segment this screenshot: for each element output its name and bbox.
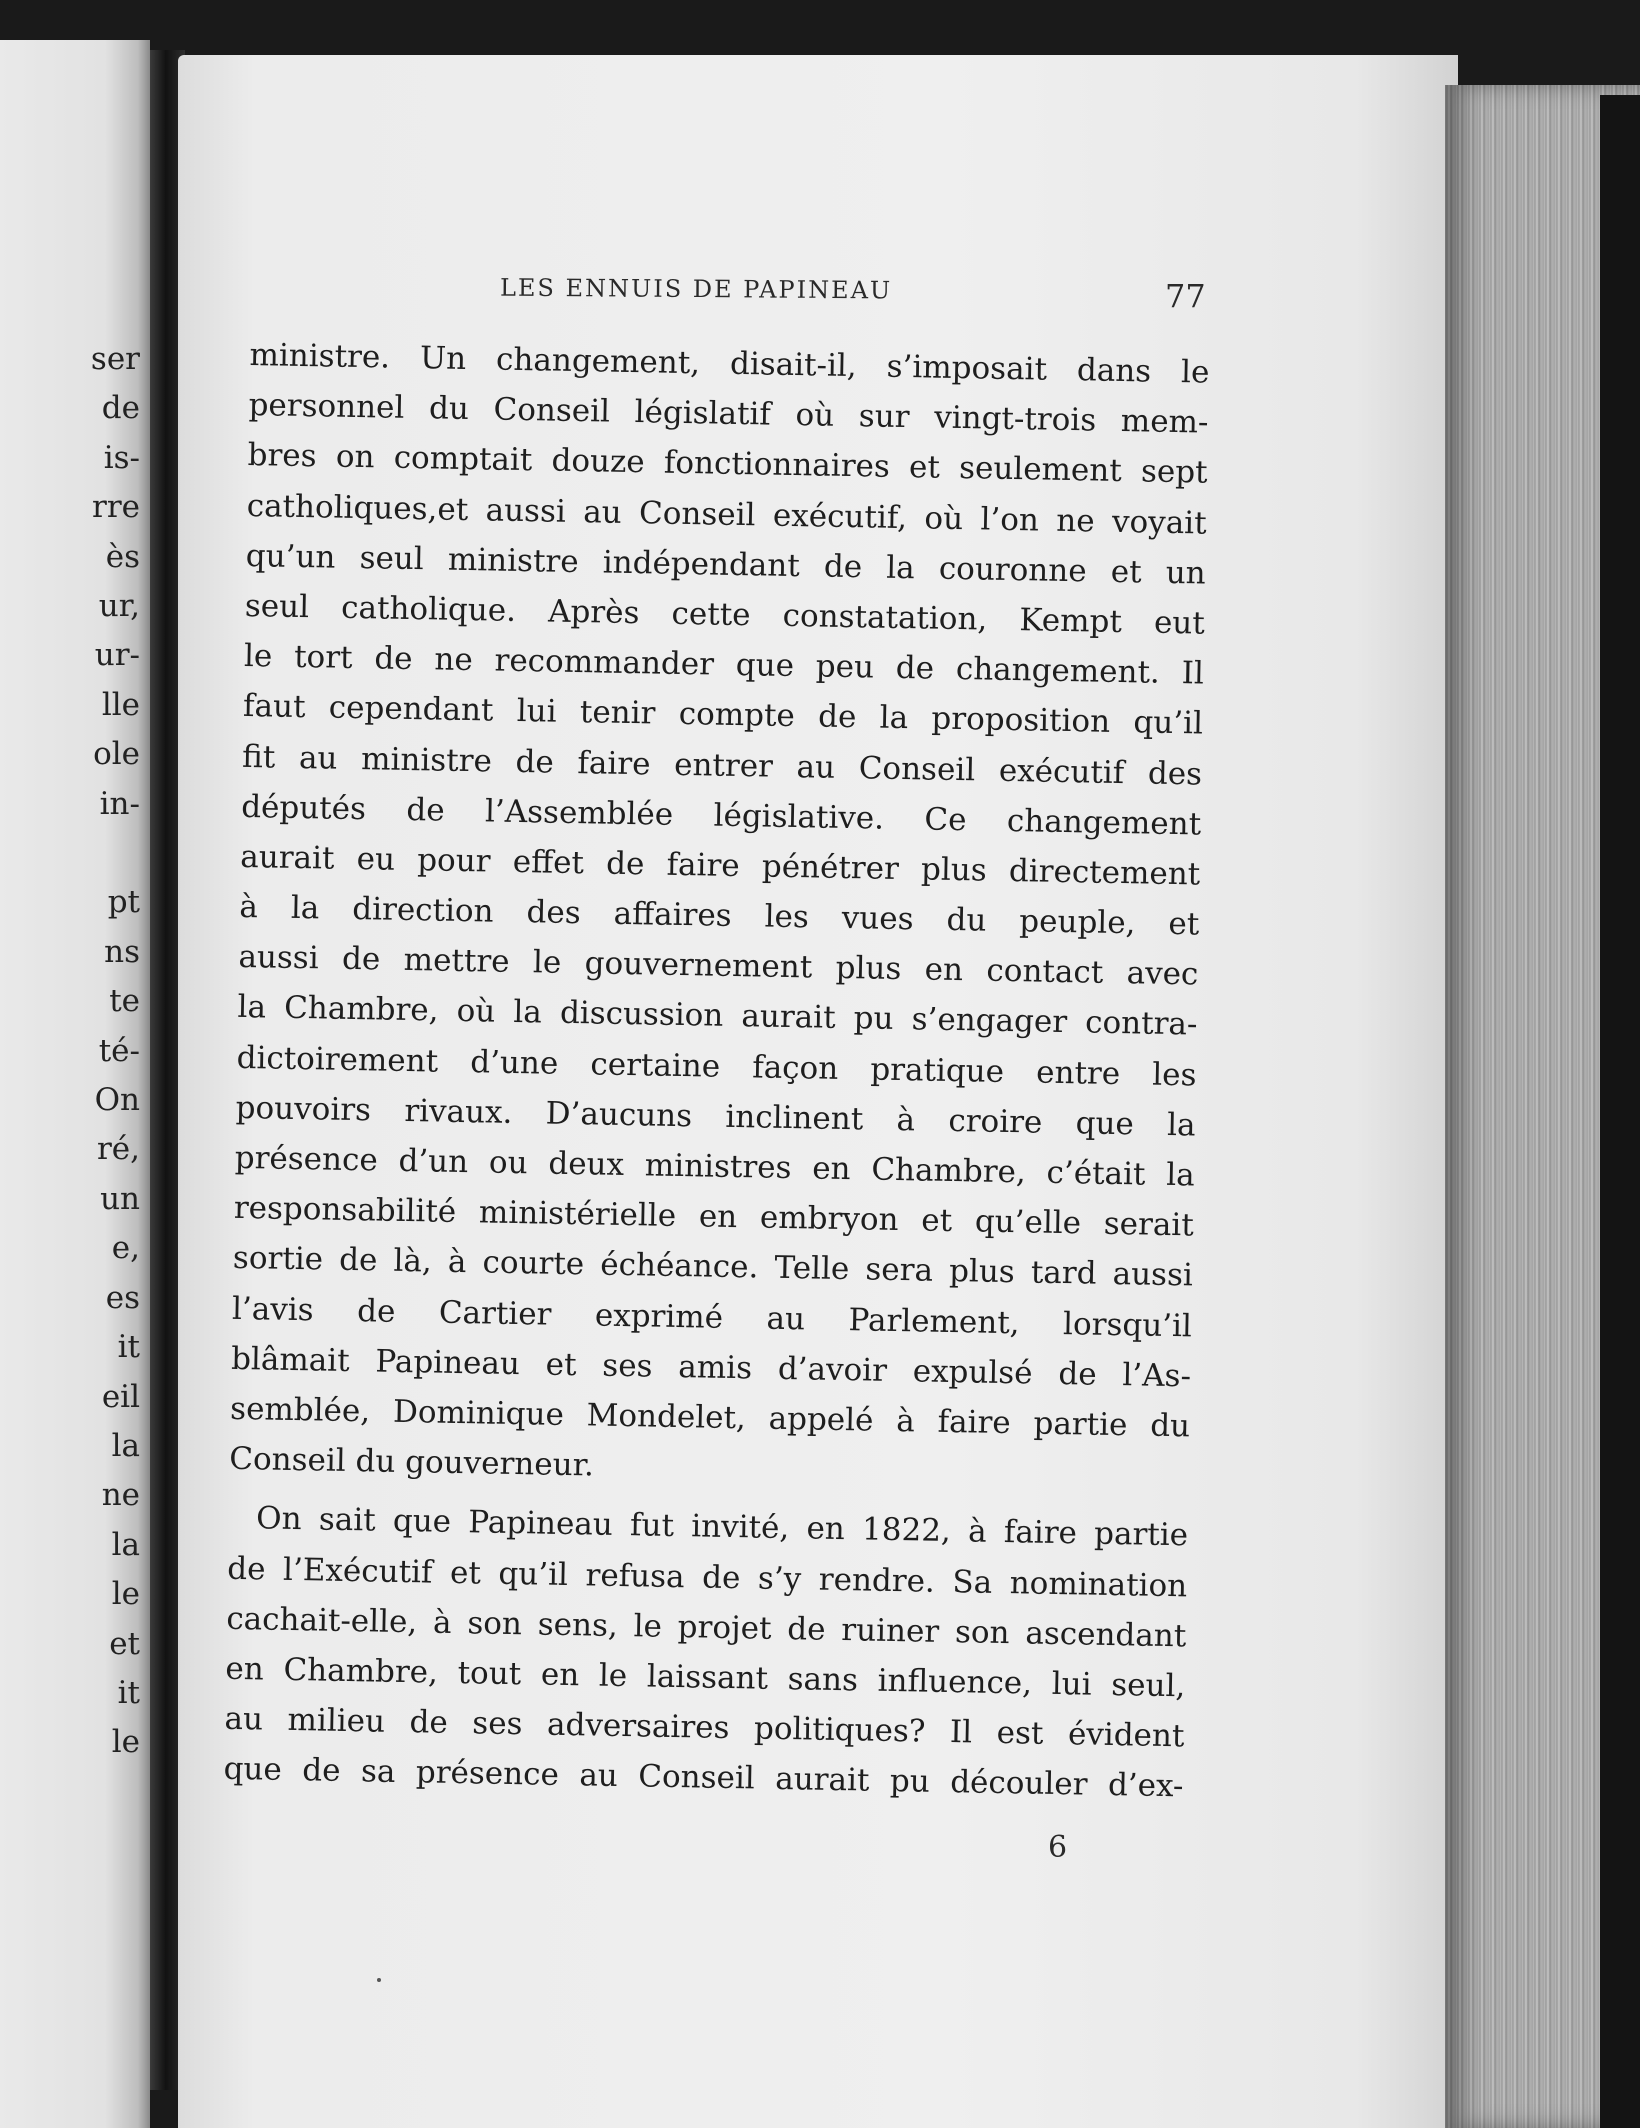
facing-page-fragment: rre <box>92 489 140 526</box>
facing-page-fragment: es <box>105 1279 140 1316</box>
paragraph <box>223 1493 1188 1812</box>
text-line: en Chambre, tout en le laissant sans influence, lui seul, <box>225 1650 1186 1705</box>
text-line: qu’un seul ministre indépendant de la couronne et un <box>245 537 1207 592</box>
text-line: aurait eu pour effet de faire pénétrer plus directement <box>240 838 1201 893</box>
text-line: fit au ministre de faire entrer au Conseil exécutif des <box>241 738 1203 793</box>
facing-page-fragment: eil <box>101 1378 140 1415</box>
facing-page-fragment: et <box>109 1625 140 1662</box>
facing-page <box>0 40 150 2128</box>
text-line: Conseil du gouverneur. <box>228 1440 595 1484</box>
text-line: personnel du Conseil législatif où sur vingt-trois mem- <box>248 387 1209 441</box>
facing-page-fragment: On <box>94 1082 140 1119</box>
facing-page-fragment: is- <box>103 439 140 476</box>
text-line: présence d’un ou deux ministres en Chambre, c’était la <box>234 1139 1195 1194</box>
facing-page-fragment: ré, <box>96 1131 140 1168</box>
facing-page-fragment: té- <box>98 1032 140 1069</box>
facing-page-fragment: in- <box>99 785 140 822</box>
text-line: au milieu de ses adversaires politiques? Il est évident <box>224 1700 1185 1755</box>
facing-page-text <box>91 335 140 1768</box>
facing-page-fragment: ès <box>105 538 140 575</box>
text-line: aussi de mettre le gouvernement plus en contact avec <box>238 939 1199 993</box>
facing-page-fragment: te <box>109 983 140 1020</box>
facing-page-fragment: ur, <box>98 588 140 625</box>
signature-mark: 6 <box>1048 1830 1068 1865</box>
text-line: sortie de là, à courte échéance. Telle sera plus tard aussi <box>232 1240 1194 1294</box>
text-line: pouvoirs rivaux. D’aucuns inclinent à croire que la <box>235 1089 1196 1144</box>
facing-page-fragment: it <box>117 1674 140 1711</box>
text-line: l’avis de Cartier exprimé au Parlement, lorsqu’il <box>231 1290 1193 1344</box>
facing-page-fragment: la <box>111 1526 140 1563</box>
text-line: que de sa présence au Conseil aurait pu découler d’ex- <box>223 1751 1184 1805</box>
facing-page-fragment: e, <box>111 1230 140 1267</box>
text-line: blâmait Papineau et ses amis d’avoir expulsé de l’As- <box>230 1340 1192 1395</box>
text-line: ministre. Un changement, disait-il, s’imposait dans le <box>249 336 1210 391</box>
text-line: seul catholique. Après cette constatation, Kempt eut <box>244 587 1206 642</box>
text-line: catholiques,et aussi au Conseil exécutif, où l’on ne voyait <box>246 487 1207 542</box>
facing-page-fragment: it <box>117 1329 140 1366</box>
page-number: 77 <box>1165 277 1206 315</box>
facing-page-fragment: pt <box>107 884 140 921</box>
facing-page-fragment: ns <box>104 933 140 970</box>
text-line: à la direction des affaires les vues du peuple, et <box>239 888 1200 943</box>
text-line: On sait que Papineau fut invité, en 1822, à faire partie <box>255 1500 1189 1554</box>
facing-page-fragment: ur- <box>94 637 140 674</box>
facing-page-fragment: ne <box>101 1477 140 1514</box>
page-edge-shadow <box>1600 95 1640 2128</box>
text-line: semblée, Dominique Mondelet, appelé à faire partie du <box>229 1390 1191 1445</box>
facing-page-fragment: de <box>101 390 140 427</box>
facing-page-fragment: ser <box>90 341 140 377</box>
facing-page-fragment: la <box>111 1427 140 1464</box>
facing-page-fragment: ole <box>93 736 140 773</box>
text-line: de l’Exécutif et qu’il refusa de s’y rendre. Sa nomination <box>226 1550 1188 1604</box>
text-line: députés de l’Assemblée législative. Ce changement <box>240 788 1202 843</box>
facing-page-fragment: lle <box>101 686 140 723</box>
text-line: cachait-elle, à son sens, le projet de ruiner son ascendant <box>226 1600 1187 1655</box>
text-line: faut cependant lui tenir compte de la proposition qu’il <box>242 688 1204 742</box>
text-line: le tort de ne recommander que peu de changement. Il <box>243 638 1205 692</box>
text-line: bres on comptait douze fonctionnaires et seulement sept <box>247 437 1208 491</box>
text-line: responsabilité ministérielle en embryon et qu’elle serait <box>233 1190 1195 1244</box>
facing-page-fragment: le <box>111 1724 140 1761</box>
facing-page-fragment: le <box>111 1576 140 1613</box>
facing-page-fragment <box>91 829 140 878</box>
body-text <box>223 330 1210 1812</box>
text-line: la Chambre, où la discussion aurait pu s’engager contra- <box>237 989 1198 1043</box>
text-line: dictoirement d’une certaine façon pratique entre les <box>236 1039 1197 1094</box>
paragraph <box>229 330 1210 1502</box>
facing-page-fragment: un <box>100 1180 140 1217</box>
running-head: LES ENNUIS DE PAPINEAU <box>499 273 893 305</box>
paper-speck <box>377 1978 381 1982</box>
